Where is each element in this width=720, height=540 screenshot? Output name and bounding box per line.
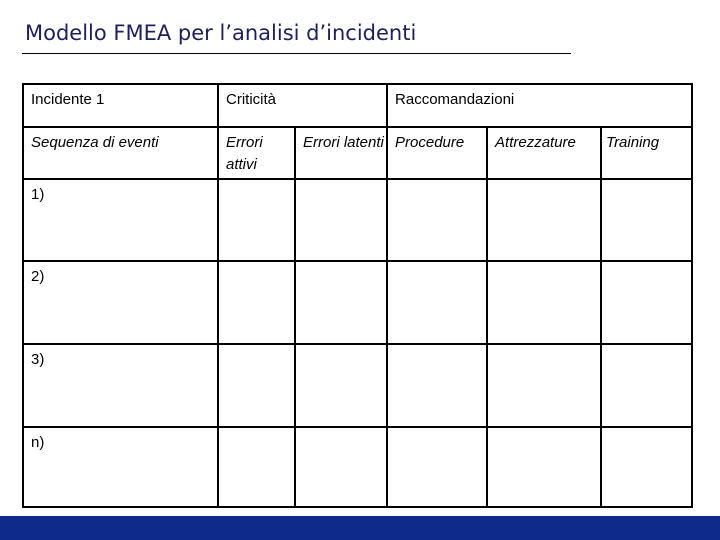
table-cell xyxy=(387,179,487,262)
table-cell xyxy=(295,344,387,427)
row-label: 2) xyxy=(23,261,218,344)
subheader-active-errors: Errori attivi xyxy=(218,127,295,179)
table-cell xyxy=(601,427,692,508)
table-cell xyxy=(387,261,487,344)
table-cell xyxy=(601,179,692,262)
table-cell xyxy=(218,427,295,508)
table-cell xyxy=(487,427,601,508)
subheader-training: Training xyxy=(601,127,692,179)
table-cell xyxy=(487,179,601,262)
table-cell xyxy=(601,261,692,344)
table-cell xyxy=(295,179,387,262)
row-label: 3) xyxy=(23,344,218,427)
table-cell xyxy=(487,261,601,344)
table-row xyxy=(23,179,692,262)
table-row xyxy=(23,427,692,508)
table-cell xyxy=(218,179,295,262)
title-divider xyxy=(22,53,571,54)
table-cell xyxy=(387,344,487,427)
header-incident: Incidente 1 xyxy=(23,84,218,127)
table-cell xyxy=(295,427,387,508)
subheader-equipment: Attrezzature xyxy=(487,127,601,179)
table-cell xyxy=(601,344,692,427)
header-criticality: Criticità xyxy=(218,84,387,127)
table-header-row xyxy=(23,84,692,127)
table-cell xyxy=(218,261,295,344)
row-label: 1) xyxy=(23,179,218,262)
subheader-latent-errors: Errori latenti xyxy=(295,127,387,179)
subheader-procedures: Procedure xyxy=(387,127,487,179)
table-cell xyxy=(218,344,295,427)
page-title: Modello FMEA per l’analisi d’incidenti xyxy=(25,21,417,45)
fmea-table xyxy=(22,83,693,508)
footer-bar xyxy=(0,516,720,540)
table-cell xyxy=(487,344,601,427)
table-row xyxy=(23,261,692,344)
header-recommendations: Raccomandazioni xyxy=(387,84,692,127)
table-cell xyxy=(295,261,387,344)
table-subheader-row xyxy=(23,127,692,179)
row-label: n) xyxy=(23,427,218,508)
subheader-sequence: Sequenza di eventi xyxy=(23,127,218,179)
table-row xyxy=(23,344,692,427)
table-cell xyxy=(387,427,487,508)
